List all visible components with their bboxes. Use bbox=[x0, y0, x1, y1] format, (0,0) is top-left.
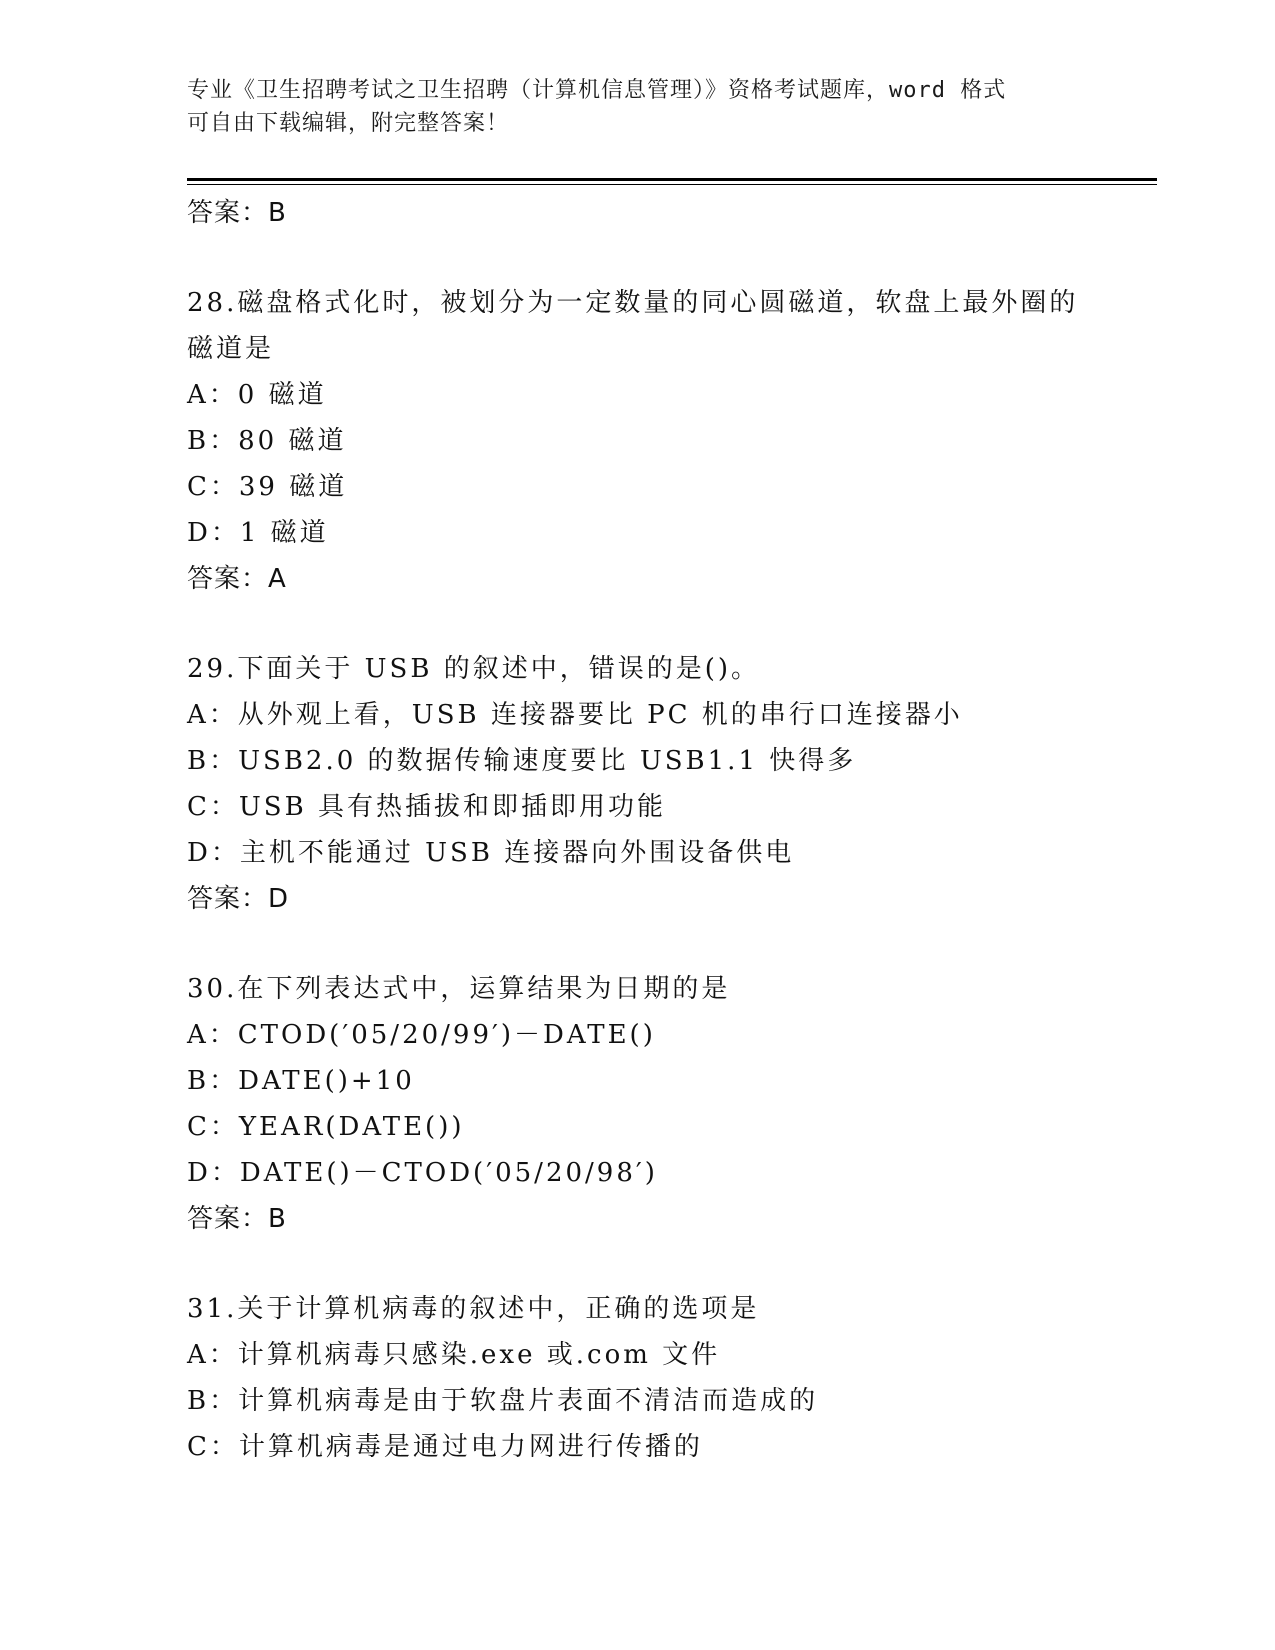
option-b: B：80 磁道 bbox=[187, 426, 347, 456]
question-list bbox=[187, 190, 1087, 1470]
header-line-1: 专业《卫生招聘考试之卫生招聘（计算机信息管理）》资格考试题库，word 格式 bbox=[187, 78, 1007, 103]
option-d: D：主机不能通过 USB 连接器向外围设备供电 bbox=[187, 838, 795, 868]
option-b: B：DATE()+10 bbox=[187, 1066, 415, 1096]
question-stem: 31.关于计算机病毒的叙述中，正确的选项是 bbox=[187, 1294, 760, 1324]
option-a: A：0 磁道 bbox=[187, 380, 327, 410]
question-28 bbox=[187, 280, 1087, 602]
header-rule-thin bbox=[187, 184, 1157, 185]
question-stem: 29.下面关于 USB 的叙述中，错误的是()。 bbox=[187, 654, 760, 684]
option-a: A：从外观上看，USB 连接器要比 PC 机的串行口连接器小 bbox=[187, 700, 963, 730]
question-30 bbox=[187, 966, 1087, 1242]
option-c: C：YEAR(DATE()) bbox=[187, 1112, 465, 1142]
option-a: A：计算机病毒只感染.exe 或.com 文件 bbox=[187, 1340, 721, 1370]
answer: 答案：A bbox=[187, 564, 287, 594]
option-c: C：USB 具有热插拔和即插即用功能 bbox=[187, 792, 666, 822]
answer: 答案：B bbox=[187, 1204, 287, 1234]
document-header bbox=[187, 74, 1087, 140]
option-b: B：USB2.0 的数据传输速度要比 USB1.1 快得多 bbox=[187, 746, 857, 776]
header-rule-thick bbox=[187, 178, 1157, 181]
question-stem: 30.在下列表达式中，运算结果为日期的是 bbox=[187, 974, 731, 1004]
option-d: D：DATE()－CTOD(′05/20/98′) bbox=[187, 1158, 658, 1188]
header-line-2: 可自由下载编辑，附完整答案！ bbox=[187, 111, 510, 136]
option-a: A：CTOD(′05/20/99′)－DATE() bbox=[187, 1020, 656, 1050]
question-stem-cont: 磁道是 bbox=[187, 334, 275, 364]
option-d: D：1 磁道 bbox=[187, 518, 329, 548]
question-29 bbox=[187, 646, 1087, 922]
answer-prev: 答案：B bbox=[187, 198, 287, 228]
question-31 bbox=[187, 1286, 1087, 1470]
question-stem: 28.磁盘格式化时，被划分为一定数量的同心圆磁道，软盘上最外圈的 bbox=[187, 288, 1079, 318]
option-c: C：计算机病毒是通过电力网进行传播的 bbox=[187, 1432, 703, 1462]
option-c: C：39 磁道 bbox=[187, 472, 348, 502]
answer: 答案：D bbox=[187, 884, 290, 914]
option-b: B：计算机病毒是由于软盘片表面不清洁而造成的 bbox=[187, 1386, 819, 1416]
